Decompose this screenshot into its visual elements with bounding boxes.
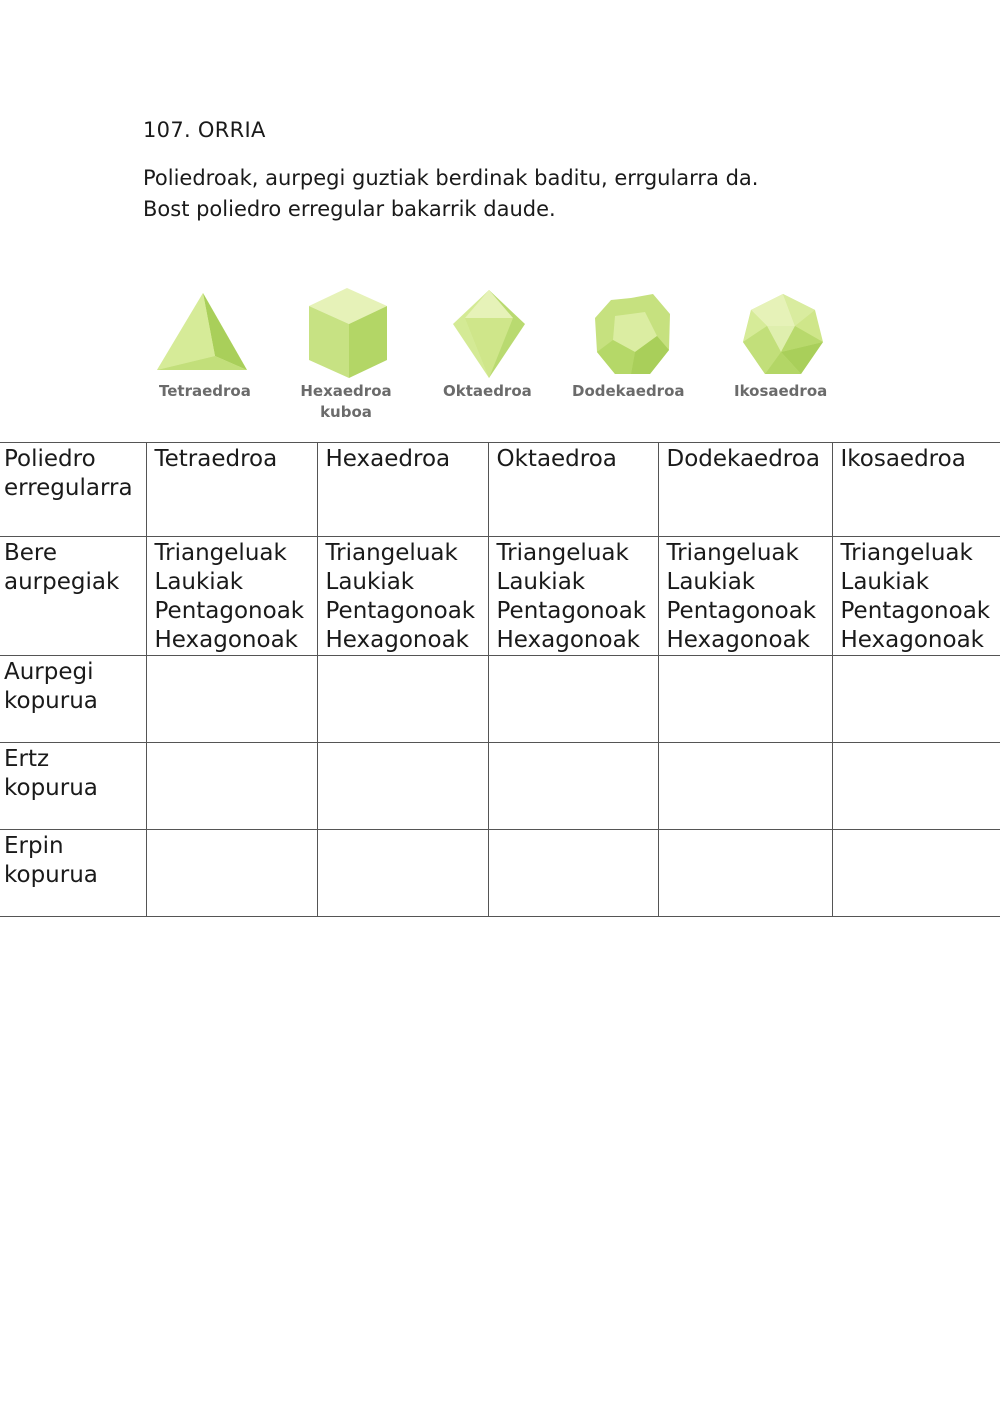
option-triangles[interactable]: Triangeluak (496, 540, 629, 566)
faces-options-hexahedron (317, 537, 488, 656)
column-header-tetrahedron: Tetraedroa (146, 443, 317, 537)
label-tetrahedron: Tetraedroa (159, 382, 251, 400)
dodecahedron-image (595, 294, 670, 374)
table-row-edge-count (0, 743, 1000, 830)
option-triangles[interactable]: Triangeluak (666, 540, 799, 566)
edge-count-dodecahedron-cell[interactable] (658, 743, 832, 830)
row-header-polyhedron: Poliedro erregularra (0, 443, 146, 537)
option-pentagons[interactable]: Pentagonoak (840, 598, 991, 624)
vertex-count-dodecahedron-cell[interactable] (658, 830, 832, 917)
table-row-face-count (0, 656, 1000, 743)
label-octahedron: Oktaedroa (443, 382, 532, 400)
intro-line-2: Bost poliedro erregular bakarrik daude. (143, 197, 556, 221)
faces-options-octahedron (488, 537, 658, 656)
vertex-count-icosahedron-cell[interactable] (832, 830, 1000, 917)
row-header-vertex-count: Erpin kopurua (0, 830, 146, 917)
option-triangles[interactable]: Triangeluak (840, 540, 973, 566)
option-triangles[interactable]: Triangeluak (325, 540, 458, 566)
column-header-octahedron: Oktaedroa (488, 443, 658, 537)
option-hexagons[interactable]: Hexagonoak (840, 627, 984, 653)
option-pentagons[interactable]: Pentagonoak (154, 598, 305, 624)
page-heading: 107. ORRIA (143, 118, 266, 142)
option-hexagons[interactable]: Hexagonoak (496, 627, 640, 653)
option-squares[interactable]: Laukiak (666, 569, 756, 595)
vertex-count-tetrahedron-cell[interactable] (146, 830, 317, 917)
face-count-tetrahedron-cell[interactable] (146, 656, 317, 743)
option-hexagons[interactable]: Hexagonoak (666, 627, 810, 653)
tetrahedron-image (157, 293, 247, 370)
face-count-icosahedron-cell[interactable] (832, 656, 1000, 743)
edge-count-icosahedron-cell[interactable] (832, 743, 1000, 830)
polyhedra-drawings (145, 278, 845, 428)
label-hexahedron-name: Hexaedroa (300, 382, 392, 400)
table-row-polyhedron (0, 443, 1000, 537)
octahedron-image (453, 290, 525, 378)
faces-options-tetrahedron (146, 537, 317, 656)
edge-count-tetrahedron-cell[interactable] (146, 743, 317, 830)
row-header-edge-count: Ertz kopurua (0, 743, 146, 830)
option-pentagons[interactable]: Pentagonoak (325, 598, 476, 624)
polyhedra-table (0, 442, 1000, 917)
polyhedra-figure (145, 278, 845, 428)
option-squares[interactable]: Laukiak (154, 569, 244, 595)
table-row-faces (0, 537, 1000, 656)
option-hexagons[interactable]: Hexagonoak (154, 627, 298, 653)
vertex-count-octahedron-cell[interactable] (488, 830, 658, 917)
column-header-hexahedron: Hexaedroa (317, 443, 488, 537)
row-header-face-count: Aurpegi kopurua (0, 656, 146, 743)
option-triangles[interactable]: Triangeluak (154, 540, 287, 566)
icosahedron-image (743, 294, 823, 374)
row-header-faces: Bere aurpegiak (0, 537, 146, 656)
faces-options-icosahedron (832, 537, 1000, 656)
option-squares[interactable]: Laukiak (840, 569, 930, 595)
column-header-dodecahedron: Dodekaedroa (658, 443, 832, 537)
column-header-icosahedron: Ikosaedroa (832, 443, 1000, 537)
face-count-octahedron-cell[interactable] (488, 656, 658, 743)
option-pentagons[interactable]: Pentagonoak (666, 598, 817, 624)
label-icosahedron: Ikosaedroa (734, 382, 828, 400)
intro-line-1: Poliedroak, aurpegi guztiak berdinak baditu, errgularra da. (143, 166, 759, 190)
label-hexahedron-sub: kuboa (320, 403, 372, 421)
option-squares[interactable]: Laukiak (496, 569, 586, 595)
intro-text (143, 163, 758, 225)
label-dodecahedron: Dodekaedroa (572, 382, 685, 400)
faces-options-dodecahedron (658, 537, 832, 656)
edge-count-hexahedron-cell[interactable] (317, 743, 488, 830)
cube-image (309, 288, 387, 378)
option-pentagons[interactable]: Pentagonoak (496, 598, 647, 624)
vertex-count-hexahedron-cell[interactable] (317, 830, 488, 917)
face-count-dodecahedron-cell[interactable] (658, 656, 832, 743)
option-hexagons[interactable]: Hexagonoak (325, 627, 469, 653)
table-row-vertex-count (0, 830, 1000, 917)
label-hexahedron (298, 381, 394, 423)
edge-count-octahedron-cell[interactable] (488, 743, 658, 830)
option-squares[interactable]: Laukiak (325, 569, 415, 595)
face-count-hexahedron-cell[interactable] (317, 656, 488, 743)
